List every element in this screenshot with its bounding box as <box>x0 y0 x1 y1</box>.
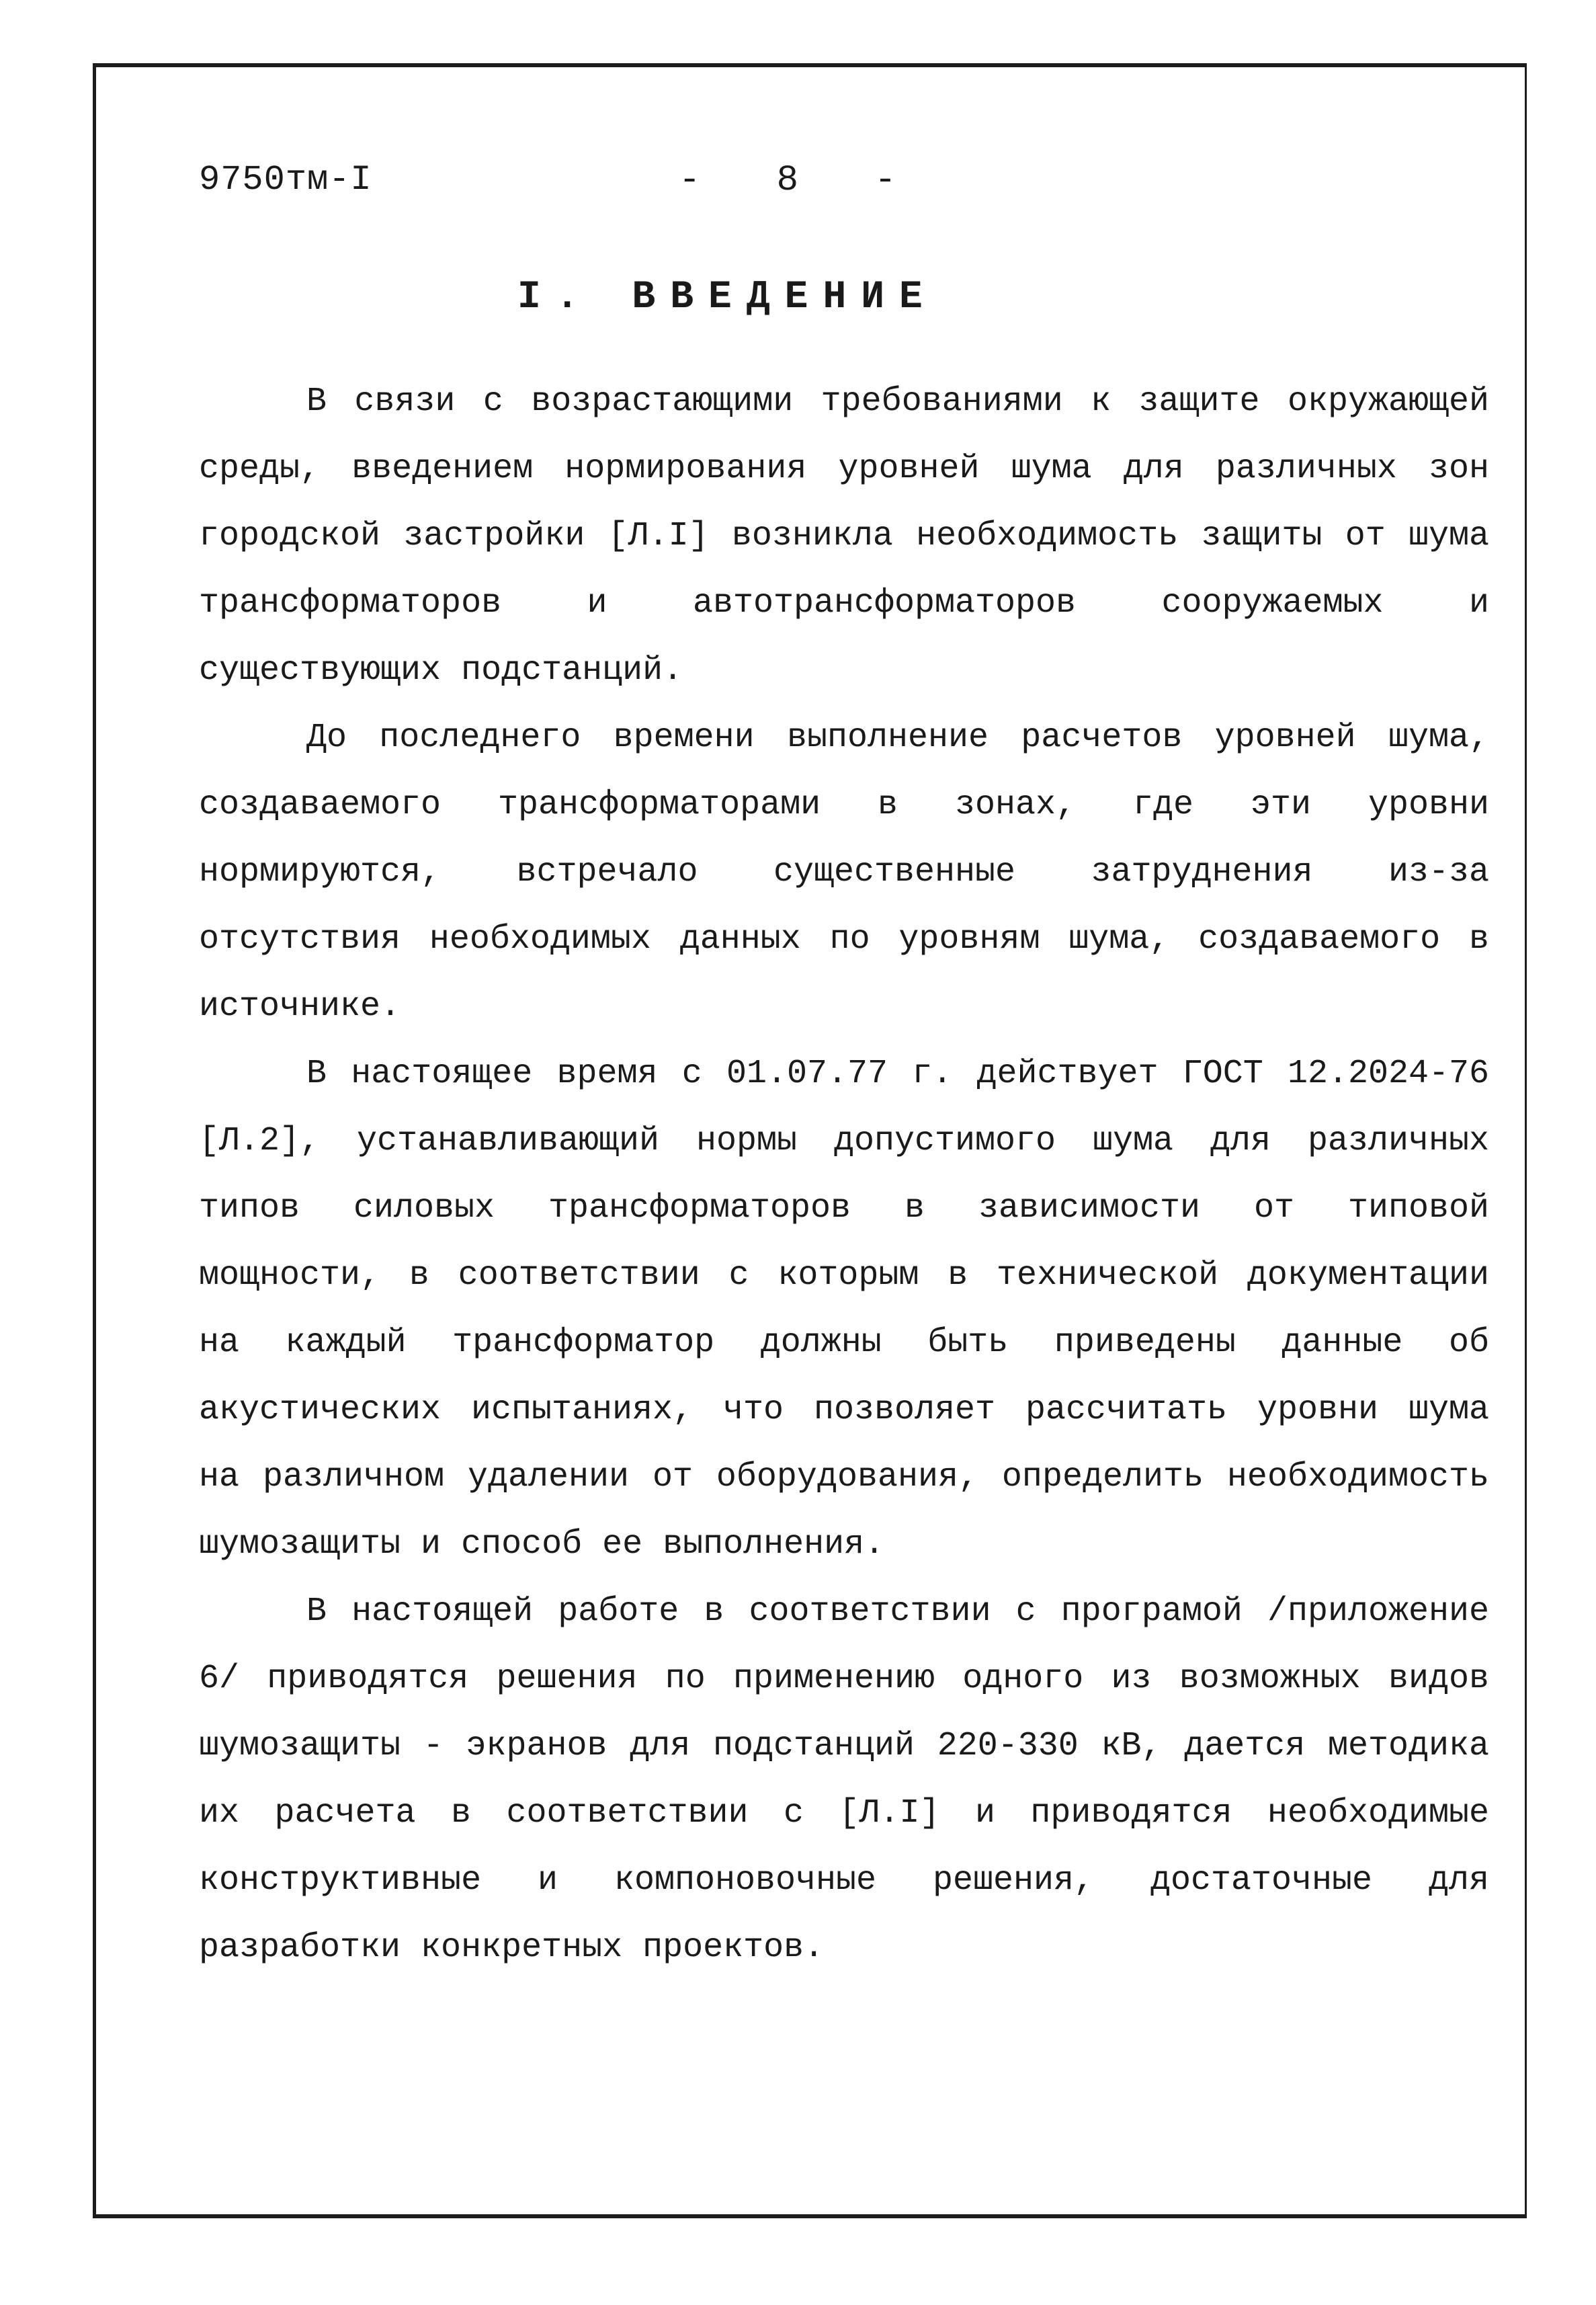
section-title: I. ВВЕДЕНИЕ <box>517 276 937 319</box>
paragraph-3: В настоящее время с 01.07.77 г. действует ГОСТ 12.2024-76 [Л.2], устанавливающий нормы допустимого шума для различных типов силовых трансформаторов в зависимости от типовой мощности, в соответствии с которым в технической документации на каждый трансформатор должны быть приведены данные об акустических испытаниях, что позволяет рассчитать уровни шума на различном удалении от оборудования, определить необходимость шумозащиты и способ ее выполнения. <box>199 1055 1489 1564</box>
page-number: - 8 - <box>679 160 899 201</box>
body-text <box>199 368 1489 1982</box>
document-code: 9750тм-I <box>199 160 372 200</box>
paragraph-2: До последнего времени выполнение расчетов уровней шума, создаваемого трансформаторами в зонах, где эти уровни нормируются, встречало существенные затруднения из-за отсутствия необходимых данных по уровням шума, создаваемого в источнике. <box>199 719 1489 1026</box>
paragraph-4: В настоящей работе в соответствии с програмой /приложение 6/ приводятся решения по применению одного из возможных видов шумозащиты - экранов для подстанций 220-330 кВ, дается методика их расчета в соответствии с [Л.I] и приводятся необходимые конструктивные и компоновочные решения, достаточные для разработки конкретных проектов. <box>199 1592 1489 1967</box>
paragraph-1: В связи с возрастающими требованиями к защите окружающей среды, введением нормирования уровней шума для различных зон городской застройки [Л.I] возникла необходимость защиты от шума трансформаторов и автотрансформаторов сооружаемых и существующих подстанций. <box>199 382 1489 690</box>
